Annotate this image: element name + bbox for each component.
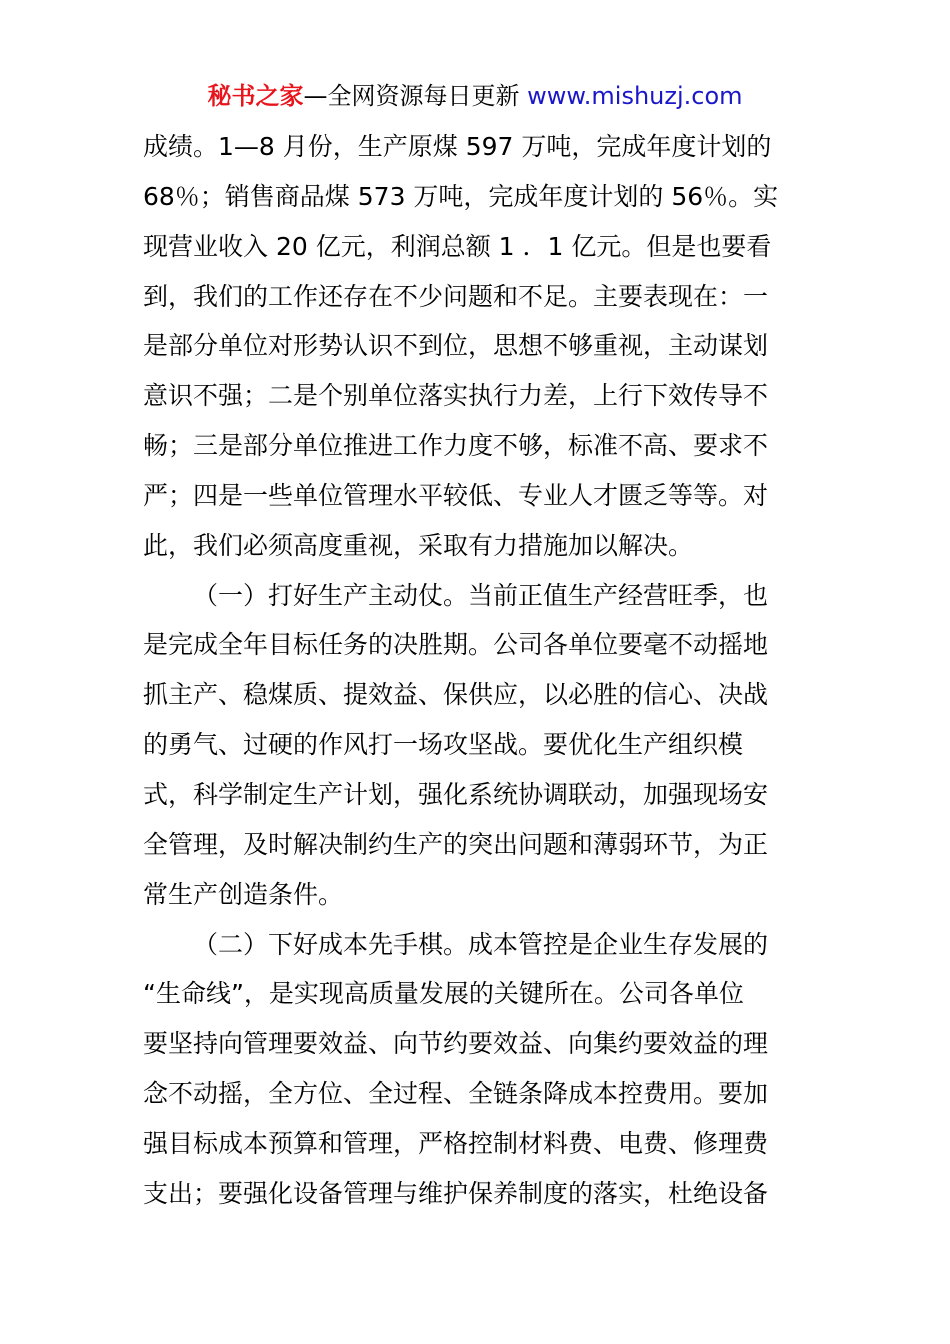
text-line: 是部分单位对形势认识不到位，思想不够重视，主动谋划 [143, 331, 769, 361]
text-line: 支出；要强化设备管理与维护保养制度的落实，杜绝设备 [143, 1178, 769, 1208]
text-line: 现营业收入 20 亿元，利润总额 1 ．1 亿元。但是也要看 [143, 231, 772, 261]
text-line: 严；四是一些单位管理水平较低、专业人才匮乏等等。对 [143, 480, 769, 510]
document-body [143, 122, 813, 1219]
text-line: 此，我们必须高度重视，采取有力措施加以解决。 [143, 530, 694, 560]
page-header [0, 80, 950, 112]
text-line: 畅；三是部分单位推进工作力度不够，标准不高、要求不 [143, 431, 769, 461]
text-line: 成绩。1—8 月份，生产原煤 597 万吨，完成年度计划的 [143, 132, 772, 161]
header-tagline: —全网资源每日更新 [303, 82, 528, 110]
text-line: 到，我们的工作还存在不少问题和不足。主要表现在：一 [143, 281, 769, 311]
text-line: 式，科学制定生产计划，强化系统协调联动，加强现场安 [143, 779, 769, 809]
text-line: 抓主产、稳煤质、提效益、保供应，以必胜的信心、决战 [143, 680, 769, 710]
text-line: 68％；销售商品煤 573 万吨，完成年度计划的 56％。实 [143, 181, 779, 211]
text-line: 全管理，及时解决制约生产的突出问题和薄弱环节，为正 [143, 829, 769, 859]
text-line: 常生产创造条件。 [143, 879, 344, 909]
text-line: 的勇气、过硬的作风打一场攻坚战。要优化生产组织模 [143, 730, 744, 760]
brand-name: 秘书之家 [207, 82, 304, 110]
text-line: 念不动摇，全方位、全过程、全链条降成本控费用。要加 [143, 1079, 769, 1109]
text-line: 要坚持向管理要效益、向节约要效益、向集约要效益的理 [143, 1029, 769, 1059]
paragraph-first-line: （二）下好成本先手棋。成本管控是企业生存发展的 [193, 929, 769, 959]
text-line: 意识不强；二是个别单位落实执行力差，上行下效传导不 [143, 381, 769, 411]
text-line: 强目标成本预算和管理，严格控制材料费、电费、修理费 [143, 1128, 769, 1158]
paragraph-first-line: （一）打好生产主动仗。当前正值生产经营旺季，也 [193, 580, 769, 610]
site-url[interactable]: www.mishuzj.com [527, 82, 743, 110]
text-line: 是完成全年目标任务的决胜期。公司各单位要毫不动摇地 [143, 630, 769, 660]
text-line: “生命线”，是实现高质量发展的关键所在。公司各单位 [143, 979, 744, 1009]
